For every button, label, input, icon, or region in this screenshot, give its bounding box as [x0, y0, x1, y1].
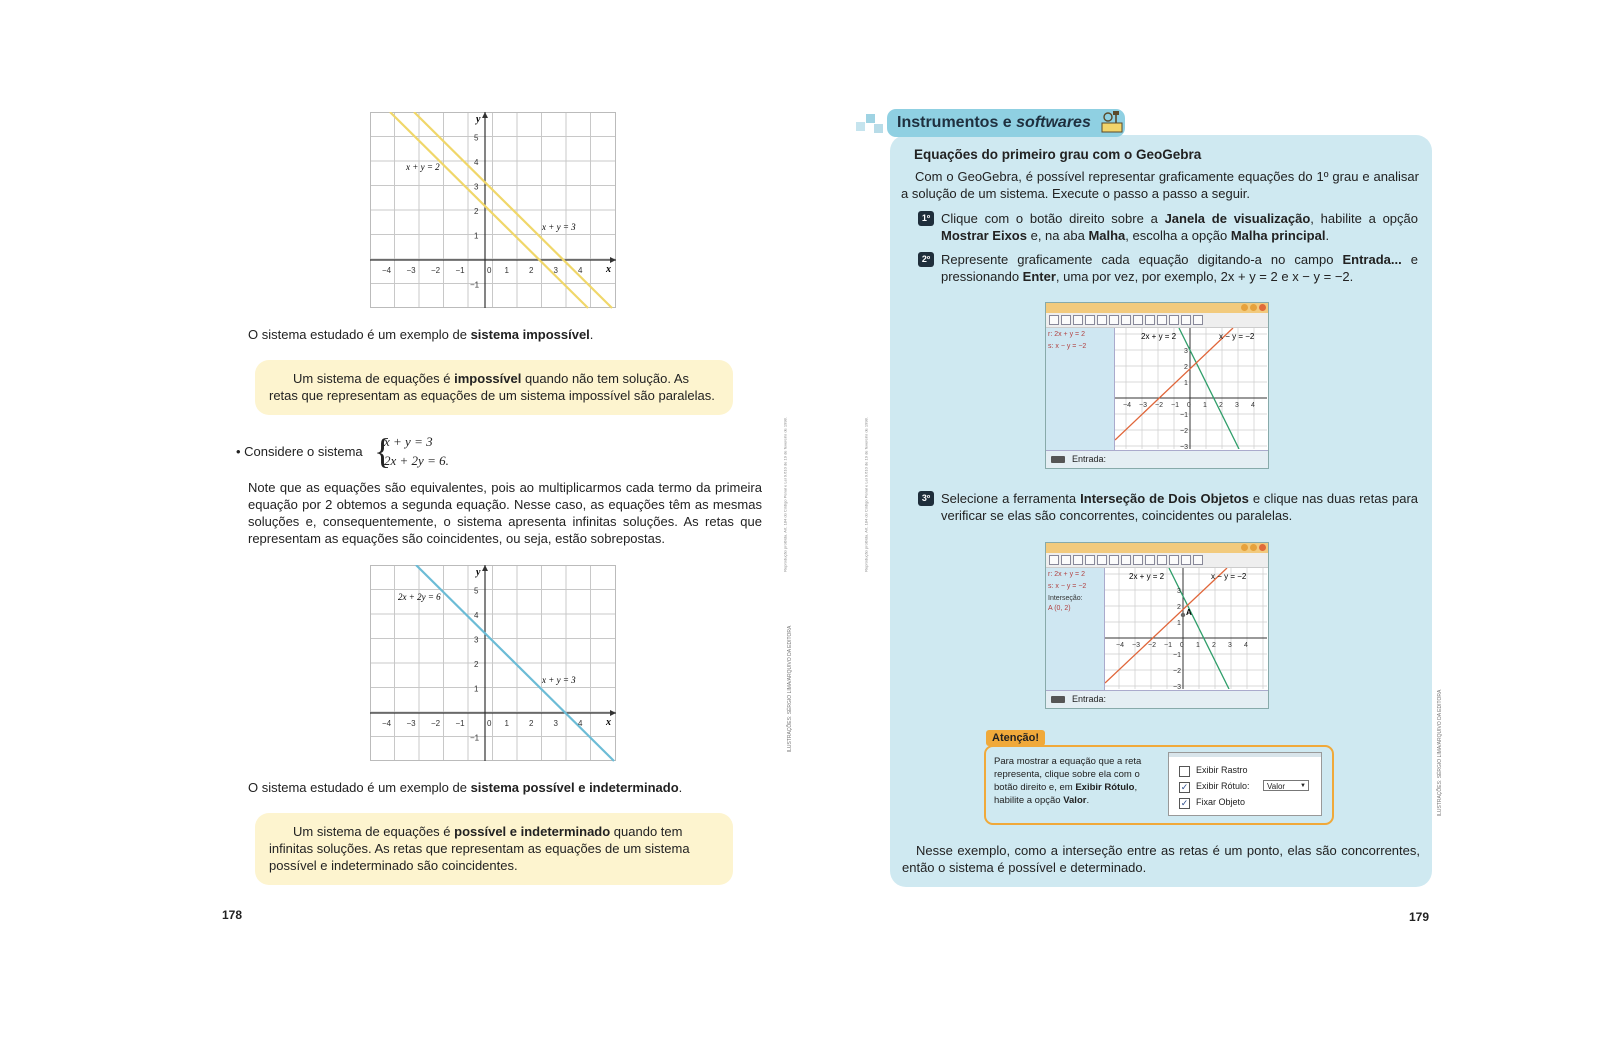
keyboard-icon[interactable] — [1051, 456, 1065, 463]
gg-tick-x: 0 — [1180, 642, 1184, 649]
toolbar-tool-icon[interactable] — [1145, 555, 1155, 565]
gg-tick-x: −1 — [1164, 642, 1172, 649]
toolbar-2[interactable] — [1046, 553, 1268, 568]
toolbar-tool-icon[interactable] — [1181, 315, 1191, 325]
checkbox-fixar-objeto[interactable]: ✓ — [1180, 798, 1189, 808]
axis-label-y: y — [476, 114, 481, 125]
gg-tick-x: −4 — [1116, 642, 1124, 649]
section-title: Equações do primeiro grau com o GeoGebra — [914, 147, 1202, 162]
gg-tick-x: 1 — [1203, 402, 1207, 409]
label-s: x − y = −2 — [1219, 332, 1255, 341]
toolbar-tool-icon[interactable] — [1061, 555, 1071, 565]
axis-label-x: x — [606, 264, 611, 275]
para-sistema-indeterminado: O sistema estudado é um exemplo de sistema possível e indeterminado. — [248, 780, 683, 795]
label-s-2: x − y = −2 — [1211, 572, 1247, 581]
tick-x-label: −2 — [431, 719, 441, 728]
input-bar-2[interactable]: Entrada: — [1046, 690, 1268, 708]
toolbar-tool-icon[interactable] — [1157, 315, 1167, 325]
tick-x-label: −4 — [382, 719, 392, 728]
tick-x-label: 2 — [529, 266, 534, 275]
gg-tick-x: −3 — [1139, 402, 1147, 409]
definition-box-indeterminado: Um sistema de equações é possível e indeterminado quando tem infinitas soluções. As retas que representam as equações de um sistema possível e indeterminado são coincidentes. — [255, 813, 733, 885]
gg-tick-y: 1 — [1184, 380, 1188, 387]
algebra-row-r-2[interactable]: r: 2x + y = 2 — [1048, 571, 1085, 578]
toolbar-tool-icon[interactable] — [1109, 555, 1119, 565]
toolbar-tool-icon[interactable] — [1109, 315, 1119, 325]
algebra-view — [1046, 328, 1115, 450]
toolbar-tool-icon[interactable] — [1157, 555, 1167, 565]
para-sistema-impossivel: O sistema estudado é um exemplo de sistema impossível. — [248, 327, 594, 342]
gg-tick-y: −2 — [1173, 668, 1181, 675]
tick-y-label: 2 — [474, 207, 479, 216]
gg-tick-x: 4 — [1251, 402, 1255, 409]
tick-y-label: 5 — [474, 586, 479, 596]
label-x-plus-y-3-b: x + y = 3 — [542, 675, 576, 685]
gg-tick-x: 1 — [1196, 642, 1200, 649]
toolbar-tool-icon[interactable] — [1049, 555, 1059, 565]
toolbar-tool-icon[interactable] — [1085, 555, 1095, 565]
toolbar-tool-icon[interactable] — [1181, 555, 1191, 565]
step-3: 3º Selecione a ferramenta Interseção de Dois Objetos e clique nas duas retas para verificar se elas são concorrentes, coincidentes ou paralelas. — [918, 490, 1418, 524]
tick-x-label: 1 — [504, 266, 509, 275]
tick-x-label: −1 — [455, 266, 465, 275]
label-x-plus-y-2: x + y = 2 — [406, 162, 440, 172]
tick-y-label: 4 — [474, 611, 479, 620]
tick-y-label: 1 — [474, 231, 479, 241]
line-r-green — [1179, 328, 1239, 449]
gg-tick-x: −3 — [1132, 642, 1140, 649]
gg-tick-x: 3 — [1235, 402, 1239, 409]
gg-tick-y: 2 — [1177, 604, 1181, 611]
intersection-point — [1181, 613, 1185, 617]
gg-tick-x: 4 — [1244, 642, 1248, 649]
toolbar-tool-icon[interactable] — [1061, 315, 1071, 325]
header-decoration-squares — [852, 114, 888, 136]
tick-x-label: 1 — [504, 719, 509, 728]
page-number-179: 179 — [1409, 910, 1430, 924]
attention-text: Para mostrar a equação que a reta representa, clique sobre ela com o botão direito e, em Exibir Rótulo, habilite a opção Valor. — [994, 756, 1142, 806]
algebra-row-s-2[interactable]: s: x − y = −2 — [1048, 583, 1087, 590]
toolbar-tool-icon[interactable] — [1097, 315, 1107, 325]
graphics-view[interactable] — [1115, 328, 1267, 449]
tick-x-label: −4 — [382, 266, 392, 275]
toolbar-tool-icon[interactable] — [1121, 555, 1131, 565]
toolbar-tool-icon[interactable] — [1193, 315, 1203, 325]
label-x-plus-y-3: x + y = 3 — [542, 222, 576, 232]
tools-icon — [1099, 109, 1125, 135]
option-exibir-rotulo: Exibir Rótulo: — [1196, 781, 1250, 791]
vertical-credit-left-2: Reprodução proibida. Art. 184 do Código Penal e Lei 9.610 de 19 de fevereiro de 1998. — [782, 417, 788, 572]
tick-x-label: −3 — [406, 266, 416, 275]
graph-parallel-lines — [370, 112, 618, 312]
toolbar-tool-icon[interactable] — [1193, 555, 1203, 565]
option-exibir-rastro: Exibir Rastro — [1196, 765, 1248, 775]
tick-y-label: 4 — [474, 158, 479, 167]
title-bar — [1046, 303, 1268, 313]
tick-y-label: 5 — [474, 133, 479, 143]
tick-x-label: −2 — [431, 266, 441, 275]
gg-tick-x: 2 — [1219, 402, 1223, 409]
graph-coincident-lines — [370, 565, 618, 765]
gg-tick-x: −2 — [1155, 402, 1163, 409]
toolbar-tool-icon[interactable] — [1073, 555, 1083, 565]
geogebra-window-2 — [1045, 542, 1269, 709]
tick-x-label: 4 — [578, 266, 583, 275]
algebra-view-2 — [1046, 568, 1105, 690]
gg-tick-y: −3 — [1180, 444, 1188, 449]
toolbar-tool-icon[interactable] — [1073, 315, 1083, 325]
gg-tick-y: −2 — [1180, 428, 1188, 435]
axis-label-x-2: x — [606, 717, 611, 728]
gg-tick-y: −3 — [1173, 684, 1181, 689]
checkbox-exibir-rastro[interactable] — [1179, 766, 1190, 777]
point-label-a: A — [1186, 608, 1192, 617]
geogebra-window-1 — [1045, 302, 1269, 469]
gg-tick-x: −1 — [1171, 402, 1179, 409]
tick-x-label: −3 — [406, 719, 416, 728]
tick-x-label: 2 — [529, 719, 534, 728]
context-menu-snippet — [1168, 752, 1322, 816]
label-r: 2x + y = 2 — [1141, 332, 1177, 341]
toolbar-tool-icon[interactable] — [1169, 315, 1179, 325]
axis-label-y-2: y — [476, 567, 481, 578]
tick-y-label: 1 — [474, 684, 479, 694]
tick-y-label: −1 — [470, 280, 480, 290]
tick-y-label: 3 — [474, 182, 479, 192]
para-note: Note que as equações são equivalentes, pois ao multiplicarmos cada termo da primeira equação por 2 obtemos a segunda equação. Nesse caso, as equações têm as mesmas soluções e, consequentemente, o sistema apresenta infinitas soluções. As retas que representam as equações são coincidentes, ou seja, estão sobrepostas. — [248, 480, 762, 546]
gg-tick-y: −1 — [1173, 652, 1181, 659]
toolbar-tool-icon[interactable] — [1049, 315, 1059, 325]
toolbar-tool-icon[interactable] — [1145, 315, 1155, 325]
tick-x-label: 0 — [487, 266, 492, 275]
tick-x-label: 4 — [578, 719, 583, 728]
toolbar-tool-icon[interactable] — [1121, 315, 1131, 325]
algebra-inter-title: Interseção: — [1048, 595, 1083, 602]
tick-y-label: 2 — [474, 660, 479, 669]
gg-tick-x: −2 — [1148, 642, 1156, 649]
chevron-down-icon: ▼ — [1300, 783, 1306, 789]
toolbar[interactable] — [1046, 313, 1268, 328]
line-s-orange-2 — [1105, 568, 1227, 683]
input-bar[interactable]: Entrada: — [1046, 450, 1268, 468]
gg-tick-y: 3 — [1184, 348, 1188, 355]
title-bar-2 — [1046, 543, 1268, 553]
toolbar-tool-icon[interactable] — [1133, 555, 1143, 565]
attention-label: Atenção! — [986, 730, 1045, 746]
vertical-credit-right-1: ILUSTRAÇÕES: SÉRGIO LIMA/ARQUIVO DA EDITORA — [1437, 689, 1443, 817]
intro-paragraph: Com o GeoGebra, é possível representar graficamente equações do 1º grau e analisar a solução de um sistema. Execute o passo a passo a seguir. — [901, 169, 1419, 201]
gg-tick-x: −4 — [1123, 402, 1131, 409]
step-2: 2º Represente graficamente cada equação digitando-a no campo Entrada... e pressionando Enter, uma por vez, por exemplo, 2x + y = 2 e x − y = −2. — [918, 251, 1418, 285]
keyboard-icon-2[interactable] — [1051, 696, 1065, 703]
algebra-row-r[interactable]: r: 2x + y = 2 — [1048, 331, 1085, 338]
system-eq1: x + y = 3 — [384, 434, 433, 449]
vertical-credit-left-1: ILUSTRAÇÕES: SÉRGIO LIMA/ARQUIVO DA EDITORA — [787, 625, 793, 753]
gg-tick-y: −1 — [1180, 412, 1188, 419]
gg-tick-y: 1 — [1177, 620, 1181, 627]
option-fixar-objeto: Fixar Objeto — [1196, 797, 1246, 807]
tick-y-label: −1 — [470, 733, 480, 743]
checkbox-exibir-rotulo[interactable]: ✓ — [1180, 782, 1189, 792]
conclusion-paragraph: Nesse exemplo, como a interseção entre as retas é um ponto, elas são concorrentes, então o sistema é possível e determinado. — [902, 843, 1420, 875]
gg-tick-x: 0 — [1187, 402, 1191, 409]
toolbar-tool-icon[interactable] — [1097, 555, 1107, 565]
dropdown-rotulo[interactable]: Valor ▼ — [1263, 780, 1309, 791]
vertical-credit-right-2: Reprodução proibida. Art. 184 do Código Penal e Lei 9.610 de 19 de fevereiro de 1998. — [863, 417, 869, 572]
tick-x-label: −1 — [455, 719, 465, 728]
tick-x-label: 0 — [487, 719, 492, 728]
bullet-considere-sistema: • Considere o sistema — [236, 444, 363, 459]
algebra-row-s[interactable]: s: x − y = −2 — [1048, 343, 1087, 350]
toolbar-tool-icon[interactable] — [1133, 315, 1143, 325]
toolbar-tool-icon[interactable] — [1085, 315, 1095, 325]
gg-tick-y: 2 — [1184, 364, 1188, 371]
step-1: 1º Clique com o botão direito sobre a Janela de visualização, habilite a opção Mostrar Eixos e, na aba Malha, escolha a opção Malha principal. — [918, 210, 1418, 244]
gg-tick-x: 2 — [1212, 642, 1216, 649]
toolbar-tool-icon[interactable] — [1169, 555, 1179, 565]
gg-tick-x: 3 — [1228, 642, 1232, 649]
gg-tick-y: 3 — [1177, 588, 1181, 595]
graphics-view-2[interactable] — [1105, 568, 1267, 689]
tick-y-label: 3 — [474, 635, 479, 645]
system-brace: { — [374, 431, 392, 471]
tick-x-label: 3 — [553, 266, 558, 275]
algebra-inter-value[interactable]: A (0, 2) — [1048, 605, 1071, 612]
definition-box-impossivel: Um sistema de equações é impossível quando não tem solução. As retas que representam as equações de um sistema impossível são paralelas. — [255, 360, 733, 415]
system-eq2: 2x + 2y = 6. — [384, 453, 449, 468]
tick-x-label: 3 — [553, 719, 558, 728]
label-2x-plus-2y-6: 2x + 2y = 6 — [398, 592, 441, 602]
label-r-2: 2x + y = 2 — [1129, 572, 1165, 581]
page-number-178: 178 — [222, 908, 243, 922]
section-header: Instrumentos e softwares — [887, 109, 1125, 137]
